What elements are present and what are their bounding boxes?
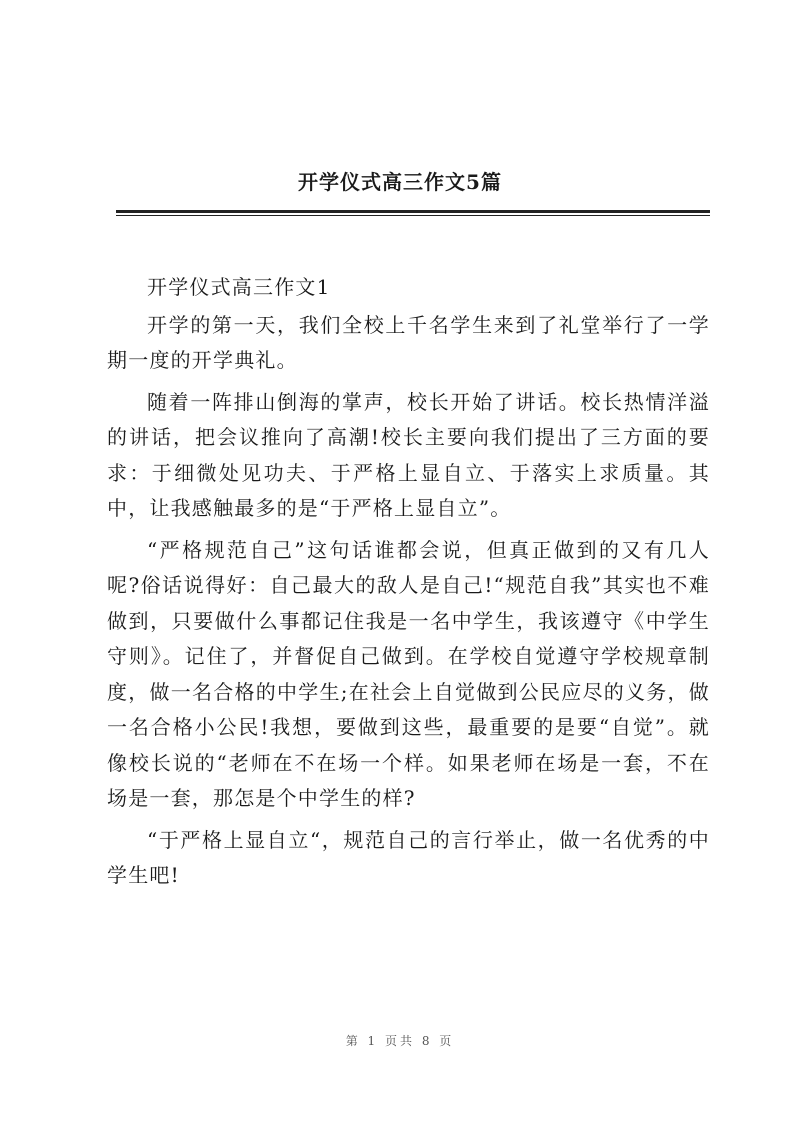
paragraph: “于严格上显自立“，规范自己的言行举止，做一名优秀的中学生吧! bbox=[107, 827, 710, 887]
paragraph: 开学的第一天，我们全校上千名学生来到了礼堂举行了一学期一度的开学典礼。 bbox=[107, 312, 710, 372]
document-title: 开学仪式高三作文5篇 bbox=[298, 170, 502, 194]
title-divider bbox=[116, 210, 710, 213]
document-body bbox=[107, 270, 710, 900]
title-divider-thin bbox=[116, 215, 710, 216]
paragraph: 随着一阵排山倒海的掌声，校长开始了讲话。校长热情洋溢的讲话，把会议推向了高潮!校长主要向我们提出了三方面的要求：于细微处见功夫、于严格上显自立、于落实上求质量。其中，让我感触最多的是“于严格上显自立”。 bbox=[107, 389, 710, 520]
page-footer: 第 1 页共 8 页 bbox=[345, 1034, 455, 1048]
section-heading: 开学仪式高三作文1 bbox=[147, 275, 331, 299]
paragraph: “严格规范自己”这句话谁都会说，但真正做到的又有几人呢?俗话说得好：自己最大的敌人是自己!“规范自我”其实也不难做到，只要做什么事都记住我是一名中学生，我该遵守《中学生守则》。记住了，并督促自己做到。在学校自觉遵守学校规章制度，做一名合格的中学生;在社会上自觉做到公民应尽的义务，做一名合格小公民!我想，要做到这些，最重要的是要“自觉”。就像校长说的“老师在不在场一个样。如果老师在场是一套，不在场是一套，那怎是个中学生的样? bbox=[107, 537, 710, 810]
